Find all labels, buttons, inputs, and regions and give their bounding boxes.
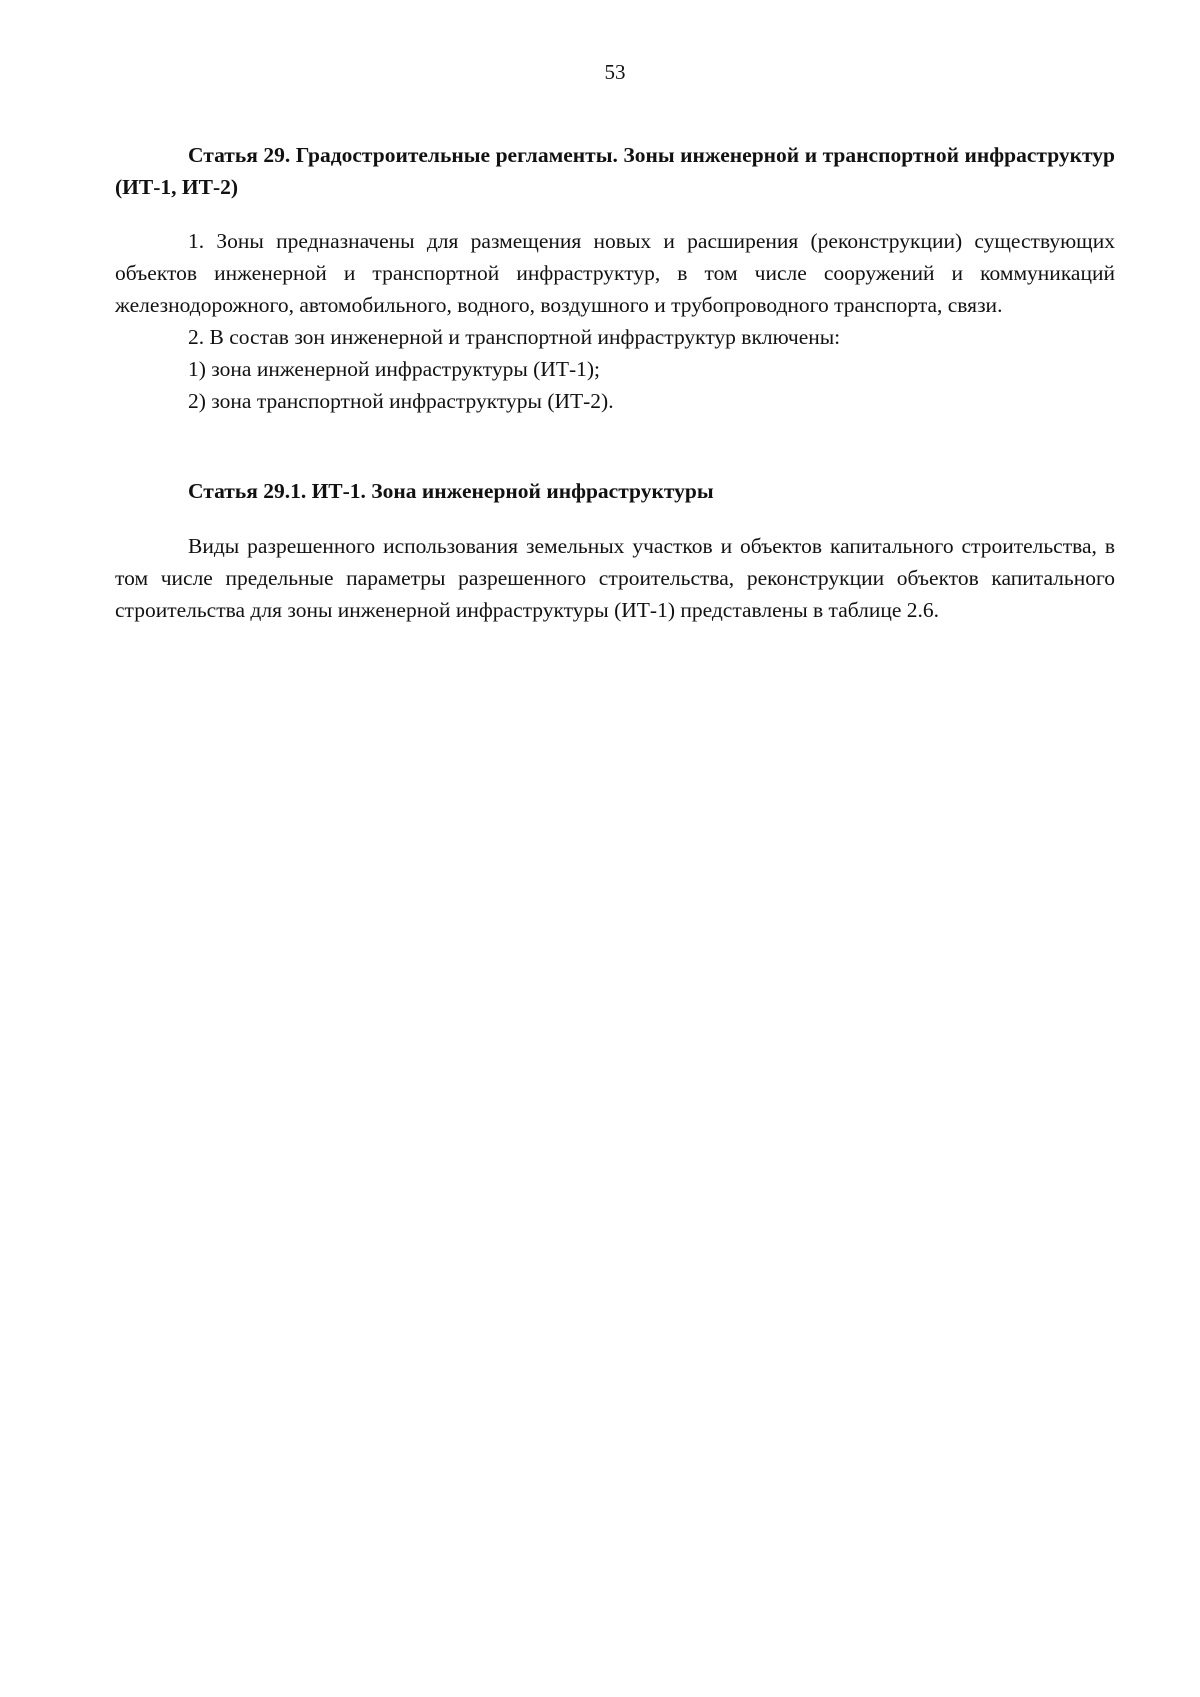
- article-29-list-item-2: 2) зона транспортной инфраструктуры (ИТ-2).: [188, 389, 614, 413]
- article-29-1-paragraph-1: Виды разрешенного использования земельных участков и объектов капитального строительства, в том числе предельные параметры разрешенного строительства, реконструкции объектов капитального строительства для зоны инженерной инфраструктуры (ИТ-1) представлены в таблице 2.6.: [115, 534, 1115, 622]
- article-29-paragraph-2: 2. В состав зон инженерной и транспортной инфраструктур включены:: [188, 325, 841, 349]
- article-29-list-item-1: 1) зона инженерной инфраструктуры (ИТ-1);: [188, 357, 600, 381]
- article-29-1-body: [115, 530, 1115, 626]
- article-29-heading: Статья 29. Градостроительные регламенты. Зоны инженерной и транспортной инфраструктур (ИТ-1, ИТ-2): [115, 143, 1115, 199]
- article-29-paragraph-1: 1. Зоны предназначены для размещения новых и расширения (реконструкции) существующих объектов инженерной и транспортной инфраструктур, в том числе сооружений и коммуникаций железнодорожного, автомобильного, водного, воздушного и трубопроводного транспорта, связи.: [115, 229, 1115, 317]
- page-number: 53: [604, 60, 626, 84]
- article-29-body: [115, 225, 1115, 417]
- article-29-1-heading: Статья 29.1. ИТ-1. Зона инженерной инфраструктуры: [188, 479, 714, 503]
